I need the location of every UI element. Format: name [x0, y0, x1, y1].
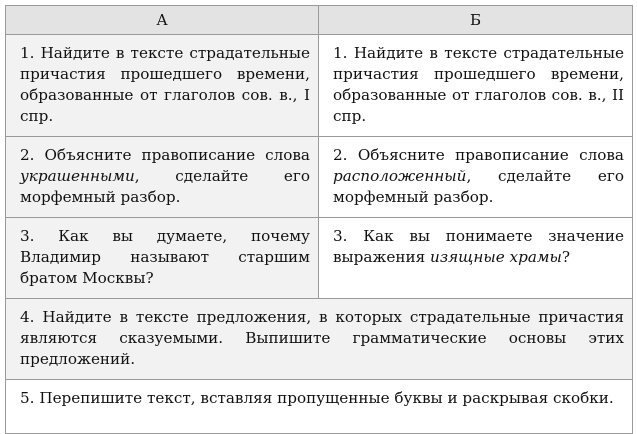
task-2-b	[319, 137, 633, 218]
task-row-1	[6, 35, 633, 137]
column-header-b: Б	[319, 6, 633, 35]
task-2-a-highlight-word: украшенными	[20, 167, 135, 185]
task-3-b-highlight-phrase: изящные храмы	[430, 248, 562, 266]
task-2-b-highlight-word: расположенный	[333, 167, 467, 185]
task-3-b-text-after: ?	[561, 248, 571, 266]
task-1-a: 1. Найдите в тексте страдательные причастия прошедшего времени, образованные от глаголов сов. в., I спр.	[6, 35, 319, 137]
column-header-a: А	[6, 6, 319, 35]
task-table-container	[5, 5, 632, 411]
task-row-2	[6, 137, 633, 218]
task-2-a	[6, 137, 319, 218]
task-4: 4. Найдите в тексте предложения, в которых страдательные причастия являются сказуемыми. Выпишите грамматические основы этих предложений.	[6, 299, 633, 380]
task-row-5	[6, 380, 633, 434]
task-row-3	[6, 218, 633, 299]
header-row	[6, 6, 633, 35]
task-3-b	[319, 218, 633, 299]
task-table	[5, 5, 633, 434]
task-3-b-text-before: 3. Как вы понимаете значение выражения	[333, 227, 624, 266]
task-5: 5. Перепишите текст, вставляя пропущенные буквы и раскрывая скобки.	[6, 380, 633, 434]
task-2-a-text-before: 2. Объясните правописание слова	[20, 146, 310, 164]
task-row-4	[6, 299, 633, 380]
task-1-b: 1. Найдите в тексте страдательные причастия прошедшего времени, образованные от глаголов сов. в., II спр.	[319, 35, 633, 137]
task-2-b-text-before: 2. Объясните правописание слова	[333, 146, 624, 164]
task-2-b-text-after: , сделайте его морфемный разбор.	[333, 167, 624, 206]
task-2-a-text-after: , сделайте его морфемный разбор.	[20, 167, 310, 206]
task-3-a: 3. Как вы думаете, почему Владимир называют старшим братом Москвы?	[6, 218, 319, 299]
